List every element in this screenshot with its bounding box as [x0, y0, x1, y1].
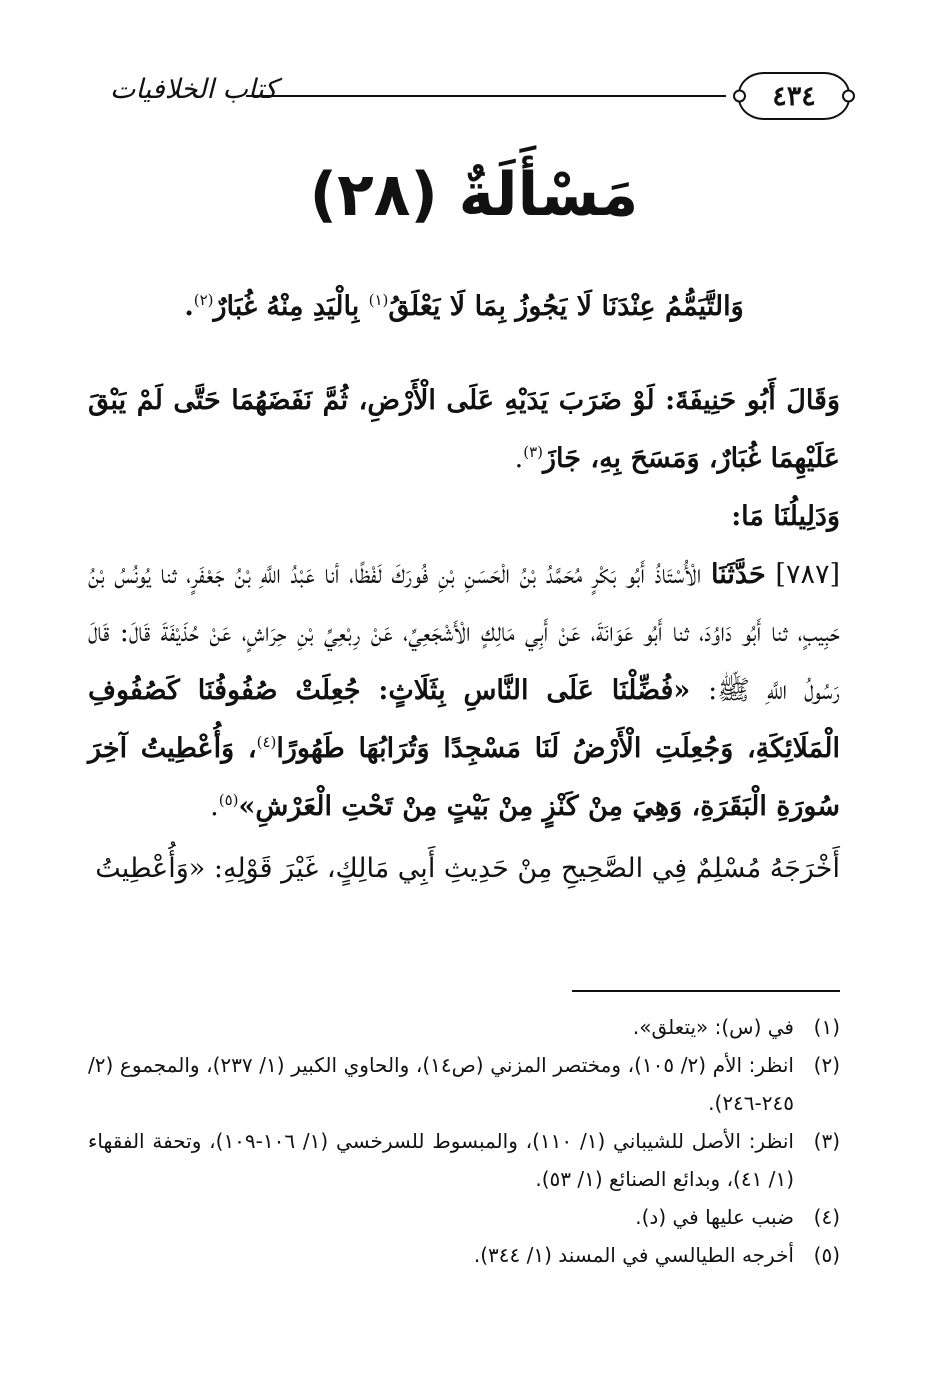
statement-text: وَالتَّيَمُّمُ عِنْدَنَا لَا يَجُوزُ بِمَا لَا يَعْلَقُ [388, 291, 744, 322]
footnote-5 [88, 1236, 840, 1274]
footnote-text: في (س): «يتعلق». [632, 1015, 794, 1039]
footnote-text: ضبب عليها في (د). [635, 1205, 794, 1229]
book-title: كتاب الخلافيات [110, 74, 278, 105]
footnote-text: انظر: الأصل للشيباني (١/ ١١٠)، والمبسوط للسرخسي (١/ ١٠٦-١٠٩)، وتحفة الفقهاء (١/ ٤١)، وبدائع الصنائع (١/ ٥٣). [88, 1129, 794, 1191]
footnote-number: (١) [813, 1015, 840, 1039]
footnote-1 [88, 1008, 840, 1046]
abu-hanifa-end: . [514, 443, 524, 474]
abu-hanifa-text: لَوْ ضَرَبَ يَدَيْهِ عَلَى الْأَرْضِ، ثُمَّ نَفَضَهُمَا حَتَّى لَمْ يَبْقَ عَلَيْهِمَا غُبَارٌ، وَمَسَحَ بِهِ، جَازَ [88, 385, 840, 474]
footnote-text: انظر: الأم (٢/ ١٠٥)، ومختصر المزني (ص١٤)، والحاوي الكبير (١/ ٢٣٧)، والمجموع (٢/ ٢٤٥-٢٤٦). [88, 1053, 794, 1115]
haddathana-word: حَدَّثَنَا [710, 559, 766, 590]
abu-hanifa-paragraph [88, 372, 840, 488]
footnote-3 [88, 1122, 840, 1198]
footnote-ref-3[interactable]: (٣) [523, 443, 543, 461]
page-number: ٤٣٤ [738, 72, 850, 120]
footnote-number: (٥) [813, 1243, 840, 1267]
issue-statement [88, 278, 840, 336]
narration-number: [٧٨٧] [775, 559, 840, 590]
statement-end: . [184, 291, 194, 322]
footnote-ref-5[interactable]: (٥) [218, 791, 239, 809]
footnote-number: (٣) [813, 1129, 840, 1153]
footnote-number: (٤) [813, 1205, 840, 1229]
footnote-ref-1[interactable]: (١) [368, 291, 389, 309]
footnotes [88, 1008, 840, 1274]
evidence-intro: وَدَلِيلُنَا مَا: [731, 501, 840, 532]
page-header [110, 62, 850, 132]
statement-text-2: بِالْيَدِ مِنْهُ غُبَارٌ [213, 291, 369, 322]
hadith-matn-1: «فُضِّلْنَا عَلَى النَّاسِ بِثَلَاثٍ: جُعِلَتْ صُفُوفُنَا كَصُفُوفِ الْمَلَائِكَةِ، وَجُعِلَتِ الْأَرْضُ لَنَا مَسْجِدًا وَتُرَابُهَا طَهُورًا [88, 675, 841, 764]
main-text [88, 278, 840, 898]
abu-hanifa-speaker: وَقَالَ أَبُو حَنِيفَةَ: [665, 385, 841, 416]
footnote-text: أخرجه الطيالسي في المسند (١/ ٣٤٤). [473, 1243, 794, 1267]
narration-end: . [210, 791, 219, 822]
header-rule [246, 95, 726, 97]
footnote-ref-4[interactable]: (٤) [256, 733, 277, 751]
hadith-matn-2: ، وَأُعْطِيتُ آخِرَ سُورَةِ الْبَقَرَةِ، وَهِيَ مِنْ كَنْزٍ مِنْ بَيْتٍ مِنْ تَحْتِ الْعَرْشِ» [88, 733, 840, 822]
footnote-2 [88, 1046, 840, 1122]
footnote-4 [88, 1198, 840, 1236]
issue-title: مَسْأَلَةٌ (٢٨) [309, 160, 639, 230]
footnote-separator [572, 990, 840, 992]
footnote-number: (٢) [813, 1053, 840, 1077]
takhrij-paragraph: أَخْرَجَهُ مُسْلِمٌ فِي الصَّحِيحِ مِنْ حَدِيثِ أَبِي مَالِكٍ، غَيْرَ قَوْلِهِ: «وَأُعْطِيتُ [95, 853, 840, 884]
isnad-text: الْأُسْتَاذُ أَبُو بَكْرٍ مُحَمَّدُ بْنُ الْحَسَنِ بْنِ فُورَكَ لَفْظًا، أنا عَبْدُ اللَّهِ بْنُ جَعْفَرٍ، ثنا يُونُسُ بْنُ حَبِيبٍ، ثنا أَبُو دَاوُدَ، ثنا أَبُو عَوَانَةَ، عَنْ أَبِي مَالِكٍ الْأَشْجَعِيِّ، عَنْ رِبْعِيِّ بْنِ حِرَاشٍ، عَنْ حُذَيْفَةَ قَالَ: قَالَ رَسُولُ اللَّهِ ﷺ: [88, 559, 840, 706]
narration-paragraph [88, 546, 840, 836]
footnote-ref-2[interactable]: (٢) [193, 291, 214, 309]
